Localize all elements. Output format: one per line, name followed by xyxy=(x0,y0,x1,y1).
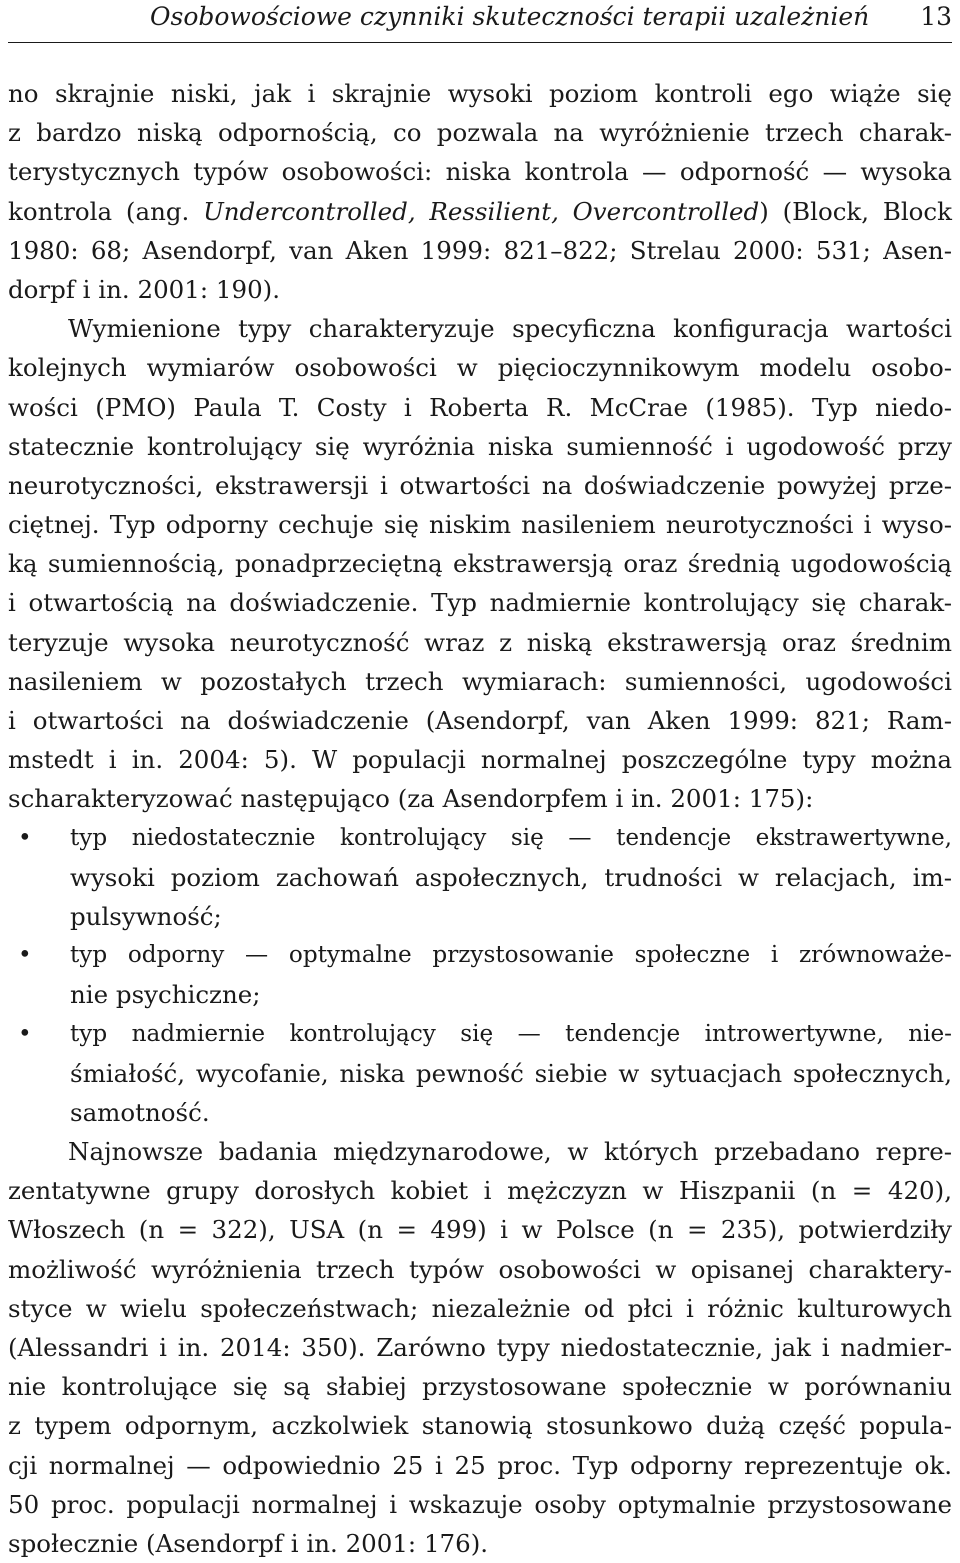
text-line: teryzuje wysoka neurotyczność wraz z niską ekstrawersją oraz średnim xyxy=(8,627,952,657)
text-line: i otwartością na doświadczenie. Typ nadmiernie kontrolujący się charak- xyxy=(8,588,952,618)
text-line: 50 proc. populacji normalnej i wskazuje osoby optymalnie przystosowane xyxy=(8,1489,952,1519)
text-line: (Alessandri i in. 2014: 350). Zarówno typy niedostatecznie, jak i nadmier- xyxy=(8,1333,952,1362)
text-line: nasileniem w pozostałych trzech wymiarach: sumienności, ugodowości xyxy=(8,666,952,696)
bullet-text: typ odporny — optymalne przystosowanie społeczne i zrównoważe- xyxy=(70,942,952,969)
text-line: ką sumiennością, ponadprzeciętną ekstrawersją oraz średnią ugodowością xyxy=(8,549,952,579)
text-line: śmiałość, wycofanie, niska pewność siebie w sytuacjach społecznych, xyxy=(70,1058,952,1088)
text-line: ciętnej. Typ odporny cechuje się niskim nasileniem neurotyczności i wyso- xyxy=(8,510,952,540)
text-line: Włoszech (n = 322), USA (n = 499) i w Polsce (n = 235), potwierdziły xyxy=(8,1215,952,1245)
running-title: Osobowościowe czynniki skuteczności terapii uzależnień xyxy=(150,2,870,31)
text-line: Wymienione typy charakteryzuje specyficzna konfiguracja wartości xyxy=(68,314,952,344)
body-text xyxy=(8,74,952,1563)
bullet-dot-icon: • xyxy=(18,942,32,969)
text-line: nie psychiczne; xyxy=(70,980,261,1010)
text-line: styce w wielu społeczeństwach; niezależnie od płci i różnic kulturowych xyxy=(8,1293,952,1323)
italic-english-terms: Undercontrolled, Ressilient, Overcontrolled xyxy=(203,196,760,226)
bullet-text: typ nadmiernie kontrolujący się — tendencje introwertywne, nie- xyxy=(70,1020,952,1047)
text-segment: ) (Block, Block xyxy=(759,196,953,226)
text-line: samotność. xyxy=(70,1097,210,1127)
text-line: zentatywne grupy dorosłych kobiet i mężczyzn w Hiszpanii (n = 420), xyxy=(8,1176,952,1206)
text-line: neurotyczności, ekstrawersji i otwartości na doświadczenie powyżej prze- xyxy=(8,470,952,500)
bullet-item-overcontrolled xyxy=(8,1015,952,1054)
bullet-text: typ niedostatecznie kontrolujący się — tendencje ekstrawertywne, xyxy=(70,824,952,851)
text-line: wości (PMO) Paula T. Costy i Roberta R. McCrae (1985). Typ niedo- xyxy=(8,392,952,422)
bullet-dot-icon: • xyxy=(18,824,32,851)
running-header xyxy=(8,0,952,43)
bullet-item-resilient xyxy=(8,936,952,975)
text-segment: kontrola (ang. xyxy=(8,196,204,226)
bullet-dot-icon: • xyxy=(18,1020,32,1047)
text-line: dorpf i in. 2001: 190). xyxy=(8,274,281,304)
text-line: społecznie (Asendorpf i in. 2001: 176). xyxy=(8,1528,489,1558)
text-line: pulsywność; xyxy=(70,901,222,931)
text-line: nie kontrolujące się są słabiej przystosowane społecznie w porównaniu xyxy=(8,1372,952,1402)
text-line: cji normalnej — odpowiednio 25 i 25 proc. Typ odporny reprezentuje ok. xyxy=(8,1450,952,1480)
text-line: 1980: 68; Asendorpf, van Aken 1999: 821–822; Strelau 2000: 531; Asen- xyxy=(8,235,952,265)
text-line: i otwartości na doświadczenie (Asendorpf, van Aken 1999: 821; Ram- xyxy=(8,706,952,735)
text-line: kolejnych wymiarów osobowości w pięcioczynnikowym modelu osobo- xyxy=(8,353,952,383)
text-line xyxy=(8,192,952,231)
text-line: wysoki poziom zachowań aspołecznych, trudności w relacjach, im- xyxy=(70,862,952,892)
text-line: z bardzo niską odpornością, co pozwala na wyróżnienie trzech charak- xyxy=(8,118,952,148)
page-number: 13 xyxy=(920,2,952,31)
text-line: no skrajnie niski, jak i skrajnie wysoki poziom kontroli ego wiąże się xyxy=(8,79,952,108)
text-line: z typem odpornym, aczkolwiek stanowią stosunkowo dużą część popula- xyxy=(8,1411,952,1441)
text-line: statecznie kontrolujący się wyróżnia niska sumienność i ugodowość przy xyxy=(8,431,952,461)
text-line: terystycznych typów osobowości: niska kontrola — odporność — wysoka xyxy=(8,157,952,187)
text-line: scharakteryzować następująco (za Asendorpfem i in. 2001: 175): xyxy=(8,784,814,814)
text-line: mstedt i in. 2004: 5). W populacji normalnej poszczególne typy można xyxy=(8,745,952,775)
text-line: możliwość wyróżnienia trzech typów osobowości w opisanej charaktery- xyxy=(8,1254,952,1284)
text-line: Najnowsze badania międzynarodowe, w których przebadano repre- xyxy=(68,1137,952,1167)
bullet-item-undercontrolled xyxy=(8,819,952,858)
